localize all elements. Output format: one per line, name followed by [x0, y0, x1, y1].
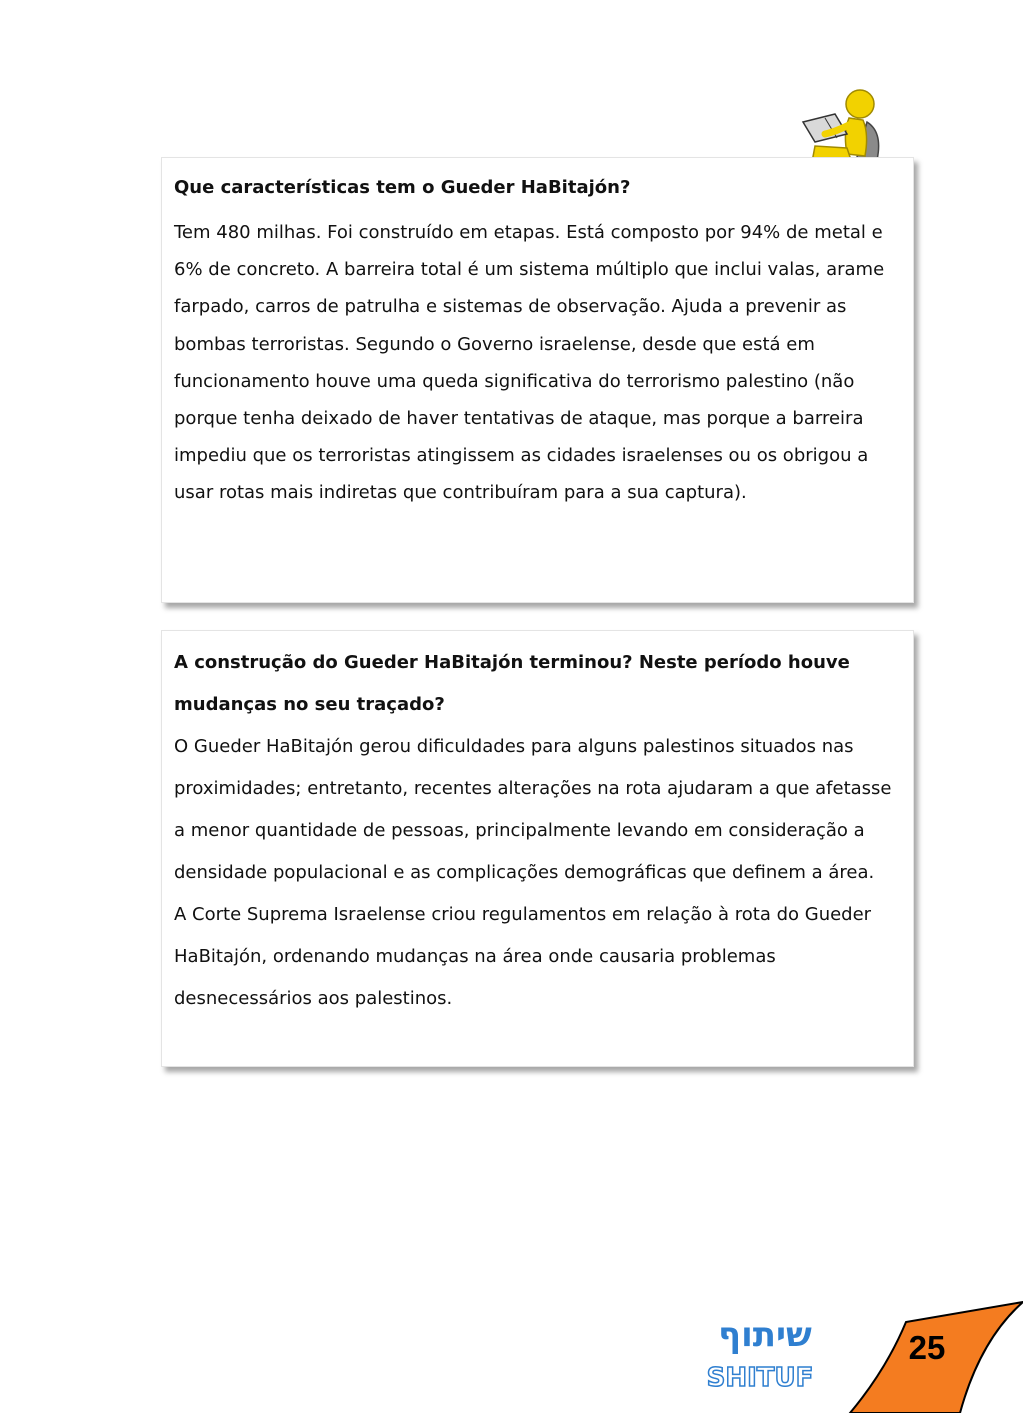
qa-box-characteristics — [161, 157, 914, 603]
answer-paragraph: Tem 480 milhas. Foi construído em etapas. Está composto por 94% de metal e 6% de concreto. A barreira total é um sistema múltiplo que inclui valas, arame farpado, carros de patrulha e sistemas de observação. Ajuda a prevenir as bombas terroristas. Segundo o Governo israelense, desde que está em funcionamento houve uma queda significativa do terrorismo palestino (não porque tenha deixado de haver tentativas de ataque, mas porque a barreira impediu que os terroristas atingissem as cidades israelenses ou os obrigou a usar rotas mais indiretas que contribuíram para a sua captura). — [174, 222, 885, 504]
question-heading: A construção do Gueder HaBitajón terminou? Neste período houve mudanças no seu traçado? — [174, 652, 850, 715]
page-number: 25 — [908, 1329, 946, 1366]
answer-paragraph: O Gueder HaBitajón gerou dificuldades para alguns palestinos situados nas proximidades; entretanto, recentes alterações na rota ajudaram a que afetasse a menor quantidade de pessoas, principalmente levando em consideração a densidade populacional e as complicações demográficas que definem a área. — [174, 736, 892, 883]
logo-hebrew-text: שיתוף — [718, 1315, 812, 1355]
question-heading: Que características tem o Gueder HaBitajón? — [174, 177, 631, 198]
shituf-logo — [700, 1308, 830, 1393]
answer-paragraph: A Corte Suprema Israelense criou regulamentos em relação à rota do Gueder HaBitajón, ordenando mudanças na área onde causaria problemas desnecessários aos palestinos. — [174, 904, 872, 1009]
logo-latin-text: SHITUF — [706, 1363, 814, 1393]
qa-box-construction — [161, 630, 914, 1067]
